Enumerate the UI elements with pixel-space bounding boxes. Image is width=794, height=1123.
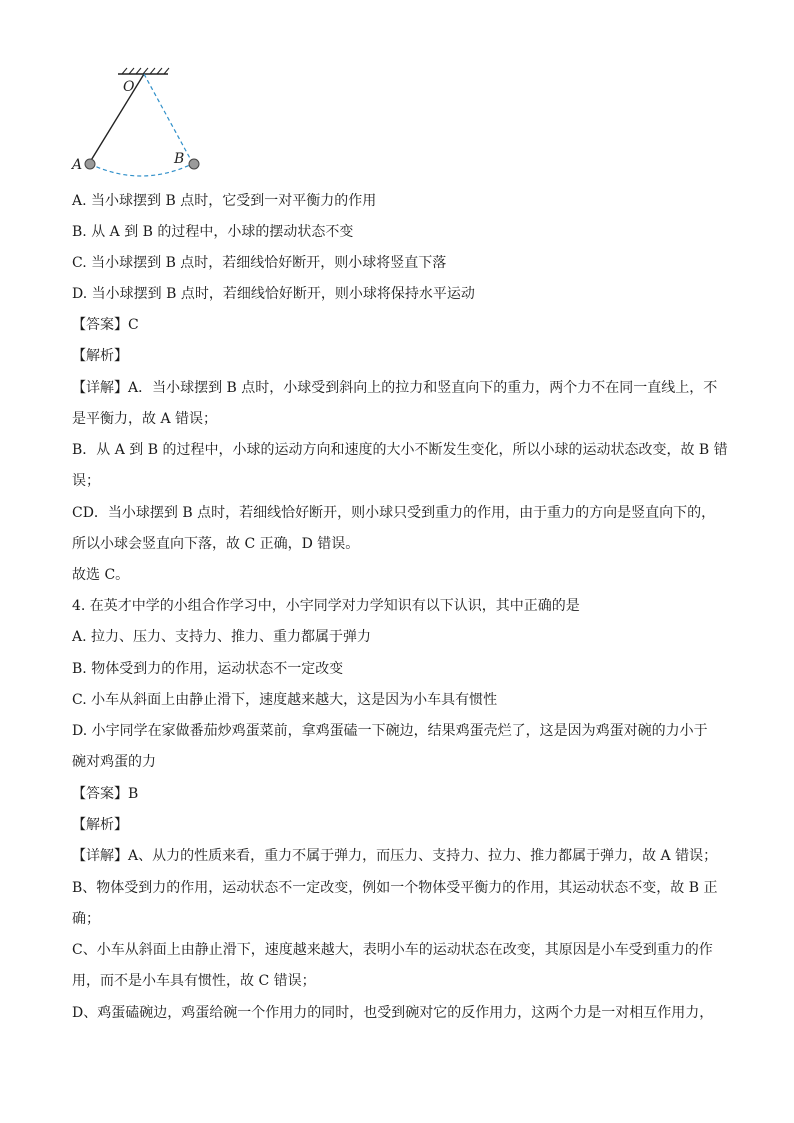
q4-option-d-line-2: 碗对鸡蛋的力 bbox=[72, 754, 156, 770]
q3-detail-6: 所以小球会竖直向下落，故 C 正确，D 错误。 bbox=[72, 536, 360, 552]
q4-detail-3: 确； bbox=[72, 911, 100, 927]
q3-detail-3: B．从 A 到 B 的过程中，小球的运动方向和速度的大小不断发生变化，所以小球的运动状态改变，故 B 错 bbox=[72, 442, 728, 458]
q3-detail-4: 误； bbox=[72, 473, 100, 489]
ball-a bbox=[85, 159, 95, 169]
q3-option-a: A. 当小球摆到 B 点时，它受到一对平衡力的作用 bbox=[72, 193, 377, 209]
q3-detail-5: CD．当小球摆到 B 点时，若细线恰好断开，则小球只受到重力的作用，由于重力的方向是竖直向下的， bbox=[72, 505, 716, 521]
q3-option-b: B. 从 A 到 B 的过程中，小球的摆动状态不变 bbox=[72, 224, 354, 240]
q3-conclusion: 故选 C。 bbox=[72, 567, 130, 583]
ball-b bbox=[189, 159, 199, 169]
q4-detail-6: D、鸡蛋磕碗边，鸡蛋给碗一个作用力的同时，也受到碗对它的反作用力，这两个力是一对相互作用力， bbox=[72, 1005, 714, 1021]
string-oa bbox=[90, 74, 144, 162]
q3-answer: 【答案】C bbox=[72, 317, 139, 333]
q4-option-d-line-1: D. 小宇同学在家做番茄炒鸡蛋菜前，拿鸡蛋磕一下碗边，结果鸡蛋壳烂了，这是因为鸡蛋对碗的力小于 bbox=[72, 723, 708, 739]
q4-answer: 【答案】B bbox=[72, 786, 139, 802]
q4-detail-4: C、小车从斜面上由静止滑下，速度越来越大，表明小车的运动状态在改变，其原因是小车受到重力的作 bbox=[72, 942, 713, 958]
string-ob-dashed bbox=[144, 74, 192, 162]
q4-stem: 4. 在英才中学的小组合作学习中，小宇同学对力学知识有以下认识，其中正确的是 bbox=[72, 598, 580, 614]
q3-option-c: C. 当小球摆到 B 点时，若细线恰好断开，则小球将竖直下落 bbox=[72, 255, 447, 271]
q4-detail-5: 用，而不是小车具有惯性，故 C 错误； bbox=[72, 973, 316, 989]
q4-analysis-title: 【解析】 bbox=[72, 817, 128, 833]
q4-option-b: B. 物体受到力的作用，运动状态不一定改变 bbox=[72, 661, 344, 677]
pendulum-diagram bbox=[66, 60, 216, 190]
label-a: A bbox=[72, 157, 83, 173]
q4-detail-1: 【详解】A、从力的性质来看，重力不属于弹力，而压力、支持力、拉力、推力都属于弹力，故 A 错误； bbox=[72, 848, 718, 864]
q4-option-a: A. 拉力、压力、支持力、推力、重力都属于弹力 bbox=[72, 629, 372, 645]
ceiling-hatch bbox=[122, 68, 169, 74]
label-o: O bbox=[123, 79, 135, 95]
q3-option-d: D. 当小球摆到 B 点时，若细线恰好断开，则小球将保持水平运动 bbox=[72, 286, 475, 302]
label-b: B bbox=[174, 151, 185, 167]
q3-detail-2: 是平衡力，故 A 错误； bbox=[72, 411, 218, 427]
q4-detail-2: B、物体受到力的作用，运动状态不一定改变，例如一个物体受平衡力的作用，其运动状态不变，故 B 正 bbox=[72, 880, 718, 896]
q3-detail-1: 【详解】A．当小球摆到 B 点时，小球受到斜向上的拉力和竖直向下的重力，两个力不在同一直线上，不 bbox=[72, 380, 718, 396]
q3-analysis-title: 【解析】 bbox=[72, 348, 128, 364]
q4-option-c: C. 小车从斜面上由静止滑下，速度越来越大，这是因为小车具有惯性 bbox=[72, 692, 498, 708]
